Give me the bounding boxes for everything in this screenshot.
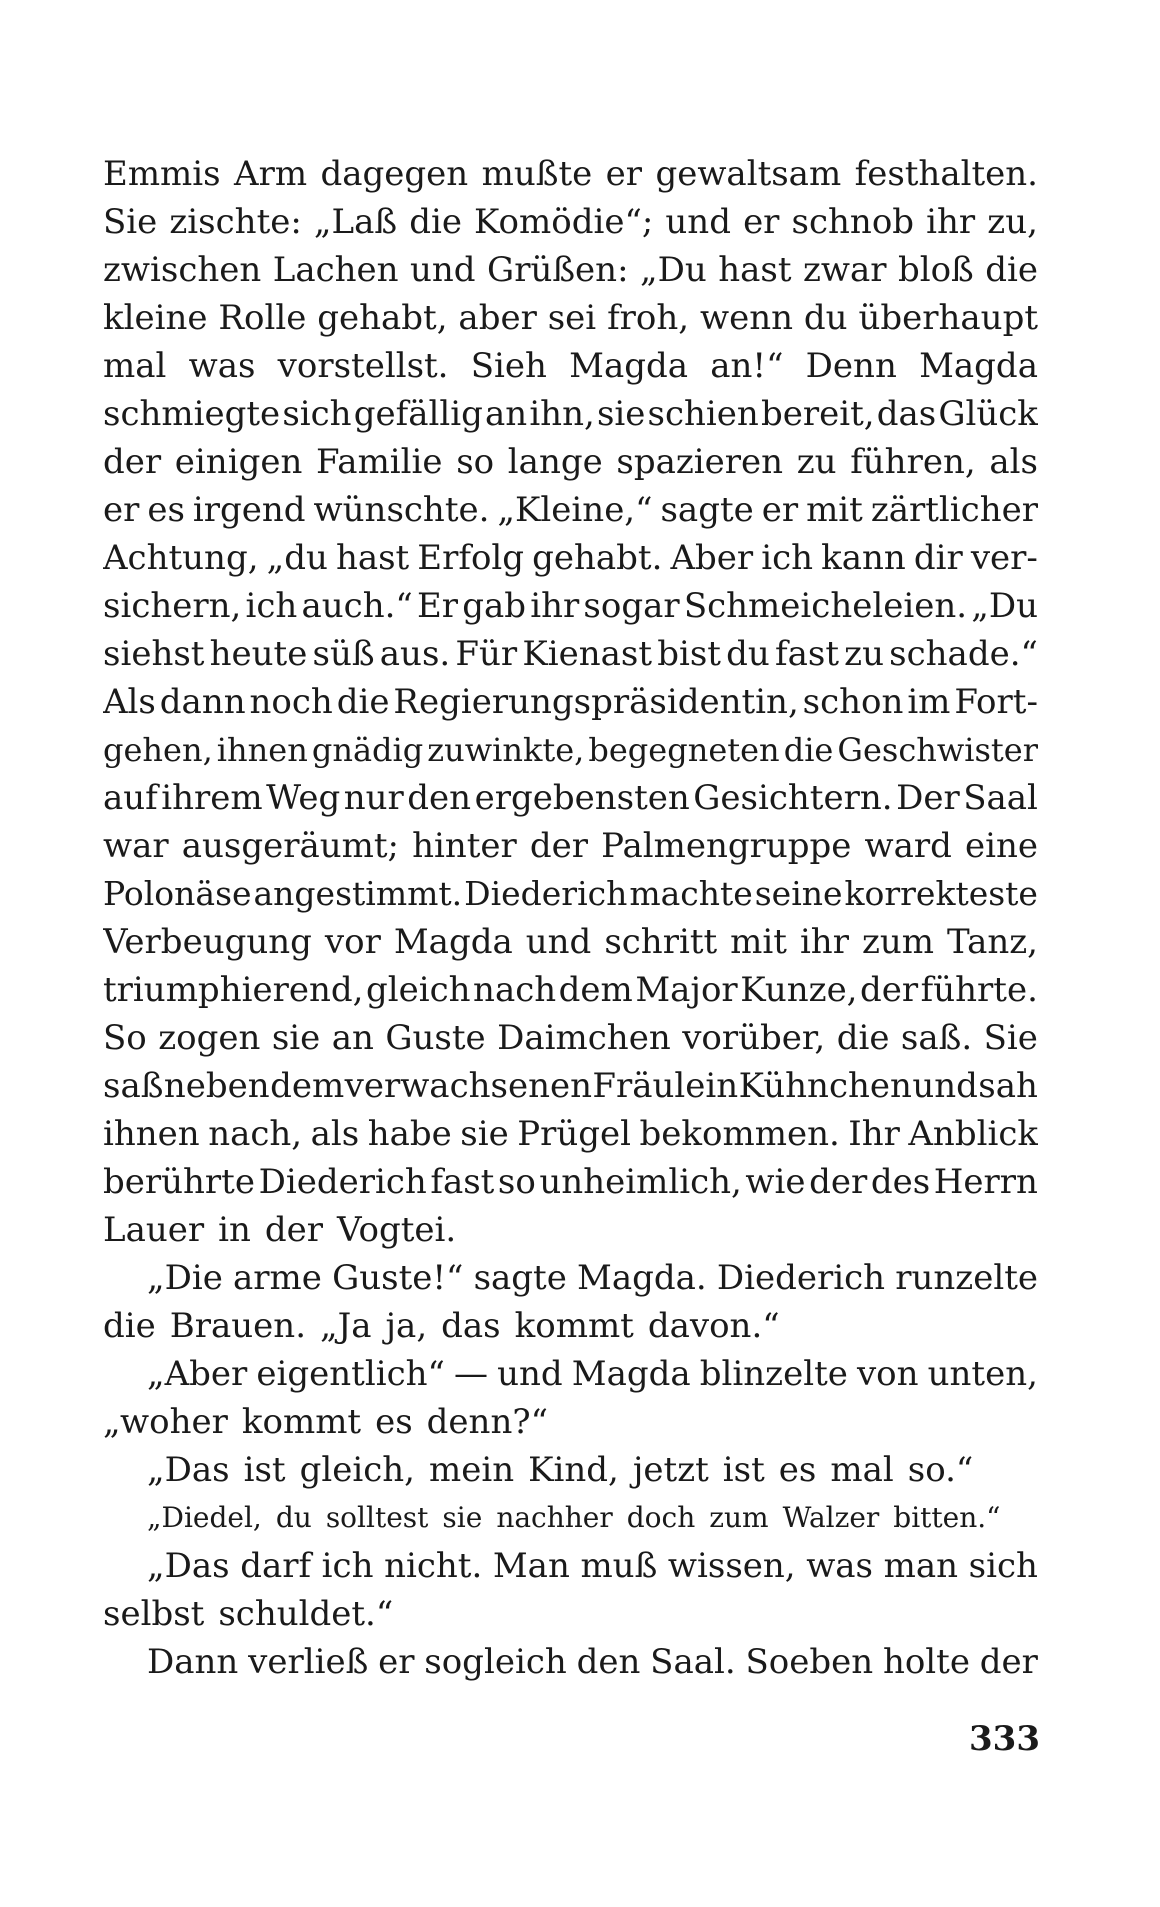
text-line: sichern, ich auch.“ Er gab ihr sogar Schmeicheleien. „Du — [103, 586, 1038, 626]
text-line: Achtung, „du hast Erfolg gehabt. Aber ich kann dir ver- — [103, 538, 1038, 578]
text-line: „woher kommt es denn?“ — [103, 1402, 548, 1442]
text-line: „Das ist gleich, mein Kind, jetzt ist es mal so.“ — [147, 1450, 974, 1490]
text-line: selbst schuldet.“ — [103, 1594, 394, 1634]
text-line: siehst heute süß aus. Für Kienast bist du fast zu schade.“ — [103, 634, 1038, 674]
text-line: triumphierend, gleich nach dem Major Kunze, der führte. — [103, 970, 1038, 1010]
text-line: Emmis Arm dagegen mußte er gewaltsam festhalten. — [103, 154, 1038, 194]
text-line: kleine Rolle gehabt, aber sei froh, wenn du überhaupt — [103, 298, 1038, 338]
text-line: zwischen Lachen und Grüßen: „Du hast zwar bloß die — [103, 250, 1038, 290]
text-line: Sie zischte: „Laß die Komödie“; und er schnob ihr zu, — [103, 202, 1038, 242]
text-line: war ausgeräumt; hinter der Palmengruppe ward eine — [103, 826, 1038, 866]
text-line: „Die arme Guste!“ sagte Magda. Diederich runzelte — [147, 1258, 1038, 1298]
text-line: berührte Diederich fast so unheimlich, wie der des Herrn — [103, 1162, 1038, 1202]
text-line: saß neben dem verwachsenen Fräulein Kühnchen und sah — [103, 1066, 1038, 1106]
text-line: „Aber eigentlich“ — und Magda blinzelte von unten, — [147, 1354, 1038, 1394]
text-line: die Brauen. „Ja ja, das kommt davon.“ — [103, 1306, 780, 1346]
text-line: Polonäse angestimmt. Diederich machte seine korrekteste — [103, 874, 1038, 913]
text-line: mal was vorstellst. Sieh Magda an!“ Denn Magda — [103, 346, 1038, 386]
text-line: So zogen sie an Guste Daimchen vorüber, die saß. Sie — [103, 1018, 1038, 1058]
text-line: Verbeugung vor Magda und schritt mit ihr zum Tanz, — [103, 922, 1038, 962]
text-line: Als dann noch die Regierungspräsidentin, schon im Fort- — [103, 682, 1038, 722]
text-line: schmiegte sich gefällig an ihn, sie schien bereit, das Glück — [103, 394, 1038, 434]
text-line: er es irgend wünschte. „Kleine,“ sagte er mit zärtlicher — [103, 490, 1038, 530]
text-line: ihnen nach, als habe sie Prügel bekommen. Ihr Anblick — [103, 1114, 1038, 1154]
text-line: Dann verließ er sogleich den Saal. Soeben holte der — [147, 1642, 1038, 1682]
text-line: Lauer in der Vogtei. — [103, 1210, 457, 1250]
body-text — [103, 150, 1038, 1686]
text-line: „Diedel, du solltest sie nachher doch zum Walzer bitten.“ — [147, 1501, 1001, 1534]
page-number: 333 — [969, 1719, 1040, 1759]
text-line: „Das darf ich nicht. Man muß wissen, was man sich — [147, 1546, 1038, 1586]
text-line: der einigen Familie so lange spazieren zu führen, als — [103, 442, 1038, 482]
text-line: auf ihrem Weg nur den ergebensten Gesichtern. Der Saal — [103, 778, 1038, 818]
text-line: gehen, ihnen gnädig zuwinkte, begegneten die Geschwister — [103, 731, 1038, 769]
